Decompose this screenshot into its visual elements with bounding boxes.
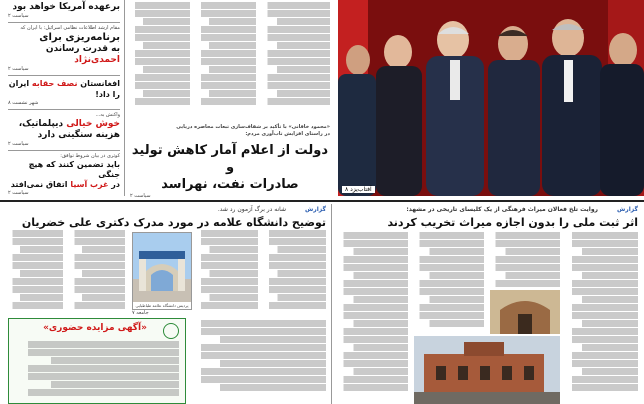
brief-3-section: شهر نشست ۸ bbox=[8, 100, 39, 106]
lower-left-headline[interactable]: توضیح دانشگاه علامه در مورد مدرک دکتری علی خضریان bbox=[21, 216, 326, 229]
lower-left-text-continued bbox=[190, 320, 326, 400]
section-divider bbox=[0, 200, 644, 202]
column-rule bbox=[331, 204, 332, 404]
divider bbox=[8, 22, 120, 23]
lower-right-story bbox=[338, 206, 638, 230]
divider bbox=[8, 109, 120, 110]
main-story-headline-line2[interactable]: صادرات نفت، نهراسد bbox=[161, 177, 299, 192]
lower-left-text-col-1 bbox=[8, 230, 63, 314]
section-tag: گزارش bbox=[304, 206, 326, 213]
main-photo[interactable] bbox=[338, 0, 644, 196]
church-photo[interactable] bbox=[414, 336, 560, 404]
brief-5-line1[interactable]: باید تضمین کنند که هیچ جنگی bbox=[28, 160, 120, 179]
lower-left-kicker: شانه در برگ آزمون رد شد. bbox=[217, 206, 286, 213]
church-detail-illustration bbox=[490, 290, 560, 334]
main-story-kicker-2: در راستای افزایش تاب‌آوری مردم: bbox=[245, 131, 330, 137]
section-tag: گزارش bbox=[616, 206, 638, 213]
brief-2-line2[interactable]: به قدرت رساندن احمدی‌نژاد bbox=[45, 44, 120, 65]
lower-left-text-col-3 bbox=[196, 230, 258, 314]
brief-2-line1[interactable]: برنامه‌ریزی برای bbox=[39, 32, 120, 43]
lower-right-text-col-2 bbox=[414, 232, 484, 332]
photo-credit: آفتاب‌یزد ۸ bbox=[342, 186, 375, 193]
lower-left-story bbox=[8, 206, 326, 230]
brief-5-section: سیاست ۲ bbox=[8, 190, 29, 196]
divider bbox=[8, 75, 120, 76]
main-story-headline-block bbox=[130, 124, 330, 200]
lower-left-text-col-4 bbox=[264, 230, 326, 314]
brief-1-section: سیاست ۲ bbox=[8, 13, 29, 19]
divider bbox=[8, 150, 120, 151]
main-story-column-2 bbox=[196, 2, 256, 110]
brief-1-headline[interactable]: برعهده آمریکا خواهد بود bbox=[12, 2, 120, 12]
brief-4-kicker: واکنش به... bbox=[95, 112, 120, 118]
brief-4-line1: خوش خیالی دیپلماتیک، bbox=[18, 119, 120, 129]
main-story-jump: سیاست ۲ bbox=[130, 193, 151, 199]
brief-3-headline[interactable]: افغانستان نصف حقابه ایران را داد! bbox=[8, 79, 120, 99]
main-photo-illustration bbox=[338, 0, 644, 196]
church-building-illustration bbox=[414, 336, 560, 404]
brief-4-section: سیاست ۲ bbox=[8, 141, 29, 147]
municipality-logo-icon bbox=[163, 323, 179, 339]
brief-2-kicker: مقام ارشد اطلاعات نظامی اسرائیل: با ایران که bbox=[20, 25, 120, 31]
university-gate-illustration bbox=[133, 233, 191, 309]
main-story-headline-line1[interactable]: دولت از اعلام آمار کاهش تولید و bbox=[131, 143, 329, 175]
main-story-column-1 bbox=[130, 2, 190, 110]
brief-5-line2: در غرب آسیا اتفاق نمی‌افتد bbox=[10, 180, 120, 189]
lower-right-headline[interactable]: اثر ثبت ملی را بدون اجازه میراث تخریب کردند bbox=[387, 216, 638, 229]
brief-5-kicker: کوثری در بیان شروط توافق: bbox=[60, 153, 120, 159]
brief-2-section: سیاست ۲ bbox=[8, 66, 29, 72]
main-story-column-3 bbox=[262, 2, 330, 110]
lower-left-jump: جامعه ۷ bbox=[132, 310, 149, 316]
lower-left-text-col-2 bbox=[70, 230, 125, 314]
church-detail-photo[interactable] bbox=[490, 290, 560, 334]
lower-right-kicker: روایت تلخ فعالان میراث فرهنگی از یک کلیسای تاریخی در مشهد: bbox=[406, 206, 598, 213]
university-photo-caption: پردیس دانشگاه علامه طباطبایی bbox=[133, 302, 191, 309]
left-briefs-column bbox=[8, 0, 120, 196]
lower-right-text-col-4 bbox=[566, 232, 638, 402]
university-photo[interactable] bbox=[132, 232, 192, 310]
lower-right-text-col-1 bbox=[338, 232, 408, 402]
lower-right-text-col-3 bbox=[490, 232, 560, 288]
brief-4-line2[interactable]: هزینه سنگینی دارد bbox=[37, 130, 120, 140]
auction-ad-title: «آگهی مزایده حضوری» bbox=[43, 323, 147, 333]
auction-ad-body bbox=[15, 341, 179, 399]
column-rule bbox=[124, 0, 125, 196]
main-story-kicker: «محمود خاقانی» با تأکید بر شفاف‌سازی تبعات محاصره دریایی bbox=[176, 124, 330, 130]
auction-ad[interactable] bbox=[8, 318, 186, 404]
